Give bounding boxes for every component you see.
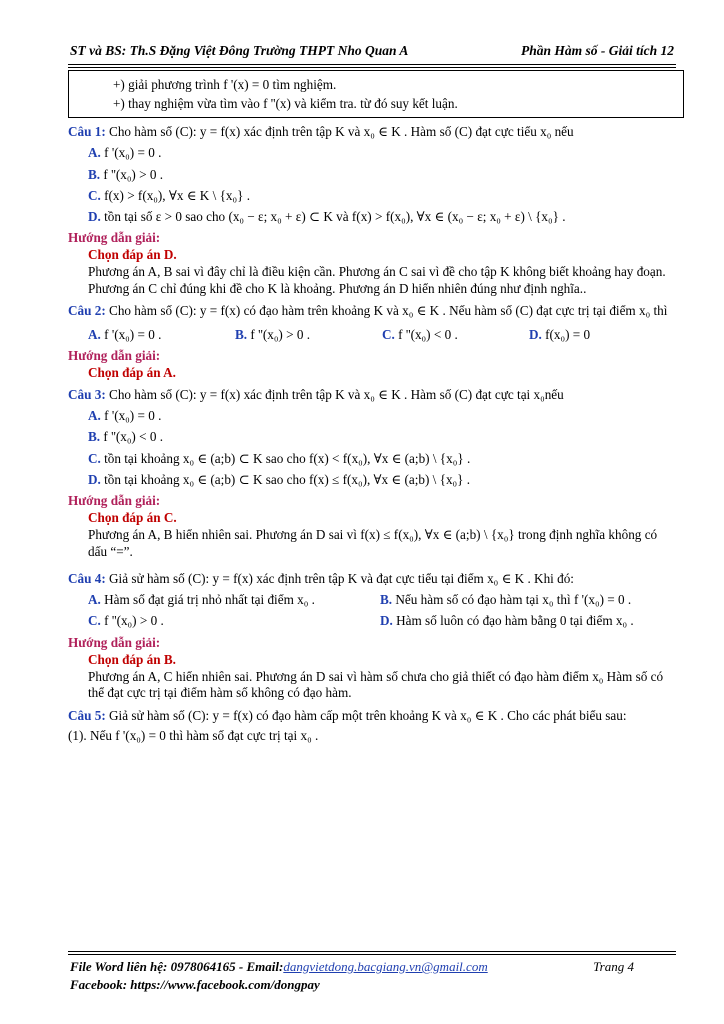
option-a: A. f '(x₀) = 0 . bbox=[88, 145, 162, 161]
method-step: +) thay nghiệm vừa tìm vào f ''(x) và kiểm tra. từ đó suy kết luận. bbox=[113, 96, 458, 112]
option-c: C. f ''(x₀) > 0 . bbox=[88, 613, 164, 629]
question-text: Cho hàm số (C): y = f(x) xác định trên tập K và x₀ ∈ K . Hàm số (C) đạt cực tại x₀nếu bbox=[105, 387, 564, 403]
option-b: B. f ''(x₀) > 0 . bbox=[235, 326, 311, 342]
question-label: Câu 5: bbox=[68, 707, 106, 723]
option-c: C. f(x) > f(x₀), ∀x ∈ K \ {x₀} . bbox=[88, 187, 251, 203]
question-2 bbox=[68, 302, 676, 319]
option-b: B. f ''(x₀) > 0 . bbox=[88, 166, 164, 182]
question-text: Giả sử hàm số (C): y = f(x) có đạo hàm cấp một trên khoảng K và x₀ ∈ K . Cho các phát biểu sau: bbox=[105, 707, 627, 723]
method-box bbox=[68, 70, 684, 118]
option-b: B. f ''(x₀) < 0 . bbox=[88, 429, 164, 445]
footer-facebook: Facebook: https://www.facebook.com/dongpay bbox=[70, 976, 320, 992]
question-text: Giả sử hàm số (C): y = f(x) xác định trên tập K và đạt cực tiểu tại điểm x₀ ∈ K . Khi đó: bbox=[105, 571, 574, 587]
solution-heading: Hướng dẫn giải: bbox=[68, 492, 161, 508]
header-chapter: Phần Hàm số - Giải tích 12 bbox=[520, 43, 674, 58]
option-a: A. Hàm số đạt giá trị nhỏ nhất tại điểm x₀ . bbox=[88, 592, 315, 608]
page-footer bbox=[70, 958, 674, 993]
page-header bbox=[70, 42, 674, 60]
answer-choice: Chọn đáp án B. bbox=[88, 651, 176, 667]
option-a: A. f '(x₀) = 0 . bbox=[88, 326, 162, 342]
footer-rule bbox=[68, 954, 676, 955]
question-label: Câu 1: bbox=[68, 124, 106, 140]
option-b: B. Nếu hàm số có đạo hàm tại x₀ thì f '(x₀) = 0 . bbox=[380, 592, 632, 608]
header-rule bbox=[68, 64, 676, 65]
solution-heading: Hướng dẫn giải: bbox=[68, 634, 161, 650]
answer-choice: Chọn đáp án C. bbox=[88, 509, 177, 525]
option-c: C. tồn tại khoảng x₀ ∈ (a;b) ⊂ K sao cho f(x) < f(x₀), ∀x ∈ (a;b) \ {x₀} . bbox=[88, 450, 471, 466]
option-c: C. f ''(x₀) < 0 . bbox=[382, 326, 458, 342]
page-content bbox=[68, 70, 676, 744]
solution-heading: Hướng dẫn giải: bbox=[68, 230, 161, 246]
options-row bbox=[88, 591, 676, 608]
options-row bbox=[88, 612, 676, 629]
question-text: Cho hàm số (C): y = f(x) có đạo hàm trên khoảng K và x₀ ∈ K . Nếu hàm số (C) đạt cực trị tại điểm x₀ thì bbox=[105, 303, 668, 319]
question-4 bbox=[68, 570, 676, 587]
footer-contact: File Word liên hệ: 0978064165 - Email: bbox=[70, 959, 284, 974]
statement-1: (1). Nếu f '(x₀) = 0 thì hàm số đạt cực trị tại x₀ . bbox=[68, 728, 319, 744]
header-rule bbox=[68, 67, 676, 68]
question-label: Câu 3: bbox=[68, 387, 106, 403]
method-step: +) giải phương trình f '(x) = 0 tìm nghiệm. bbox=[113, 77, 337, 92]
footer-rule bbox=[68, 951, 676, 952]
question-3 bbox=[68, 386, 676, 403]
option-d: D. tồn tại khoảng x₀ ∈ (a;b) ⊂ K sao cho f(x) ≤ f(x₀), ∀x ∈ (a;b) \ {x₀} . bbox=[88, 471, 471, 487]
question-5 bbox=[68, 707, 676, 724]
option-d: D. f(x₀) = 0 bbox=[529, 326, 591, 342]
email-link[interactable]: dangvietdong.bacgiang.vn@gmail.com bbox=[283, 959, 488, 974]
answer-choice: Chọn đáp án D. bbox=[88, 247, 177, 263]
page-number: Trang 4 bbox=[593, 959, 634, 974]
question-label: Câu 2: bbox=[68, 303, 106, 319]
question-1 bbox=[68, 123, 676, 140]
solution-heading: Hướng dẫn giải: bbox=[68, 347, 161, 363]
explanation: Phương án A, B sai vì đây chỉ là điều kiện cần. Phương án C sai vì đề cho tập K không biết khoảng hay đoạn. Phương án C chỉ đúng khi đề cho K là khoảng. Phương án D hiển nhiên đúng như định nghĩa.. bbox=[88, 264, 666, 296]
options-row bbox=[88, 326, 676, 343]
option-a: A. f '(x₀) = 0 . bbox=[88, 408, 162, 424]
option-d: D. tồn tại số ε > 0 sao cho (x₀ − ε; x₀ + ε) ⊂ K và f(x) > f(x₀), ∀x ∈ (x₀ − ε; x₀ + ε) \ {x₀} . bbox=[88, 208, 566, 224]
explanation: Phương án A, C hiển nhiên sai. Phương án D sai vì hàm số chưa cho giả thiết có đạo hàm điểm x₀ Hàm số có thể đạt cực trị tại điểm hàm số không có đạo hàm. bbox=[88, 668, 664, 701]
question-text: Cho hàm số (C): y = f(x) xác định trên tập K và x₀ ∈ K . Hàm số (C) đạt cực tiểu x₀ nếu bbox=[105, 124, 574, 140]
answer-choice: Chọn đáp án A. bbox=[88, 364, 176, 380]
header-author: ST và BS: Th.S Đặng Việt Đông Trường THPT Nho Quan A bbox=[70, 43, 409, 58]
question-label: Câu 4: bbox=[68, 571, 106, 587]
option-d: D. Hàm số luôn có đạo hàm bằng 0 tại điểm x₀ . bbox=[380, 613, 634, 629]
explanation: Phương án A, B hiển nhiên sai. Phương án D sai vì f(x) ≤ f(x₀), ∀x ∈ (a;b) \ {x₀} trong định nghĩa không có dấu “=”. bbox=[88, 527, 658, 559]
